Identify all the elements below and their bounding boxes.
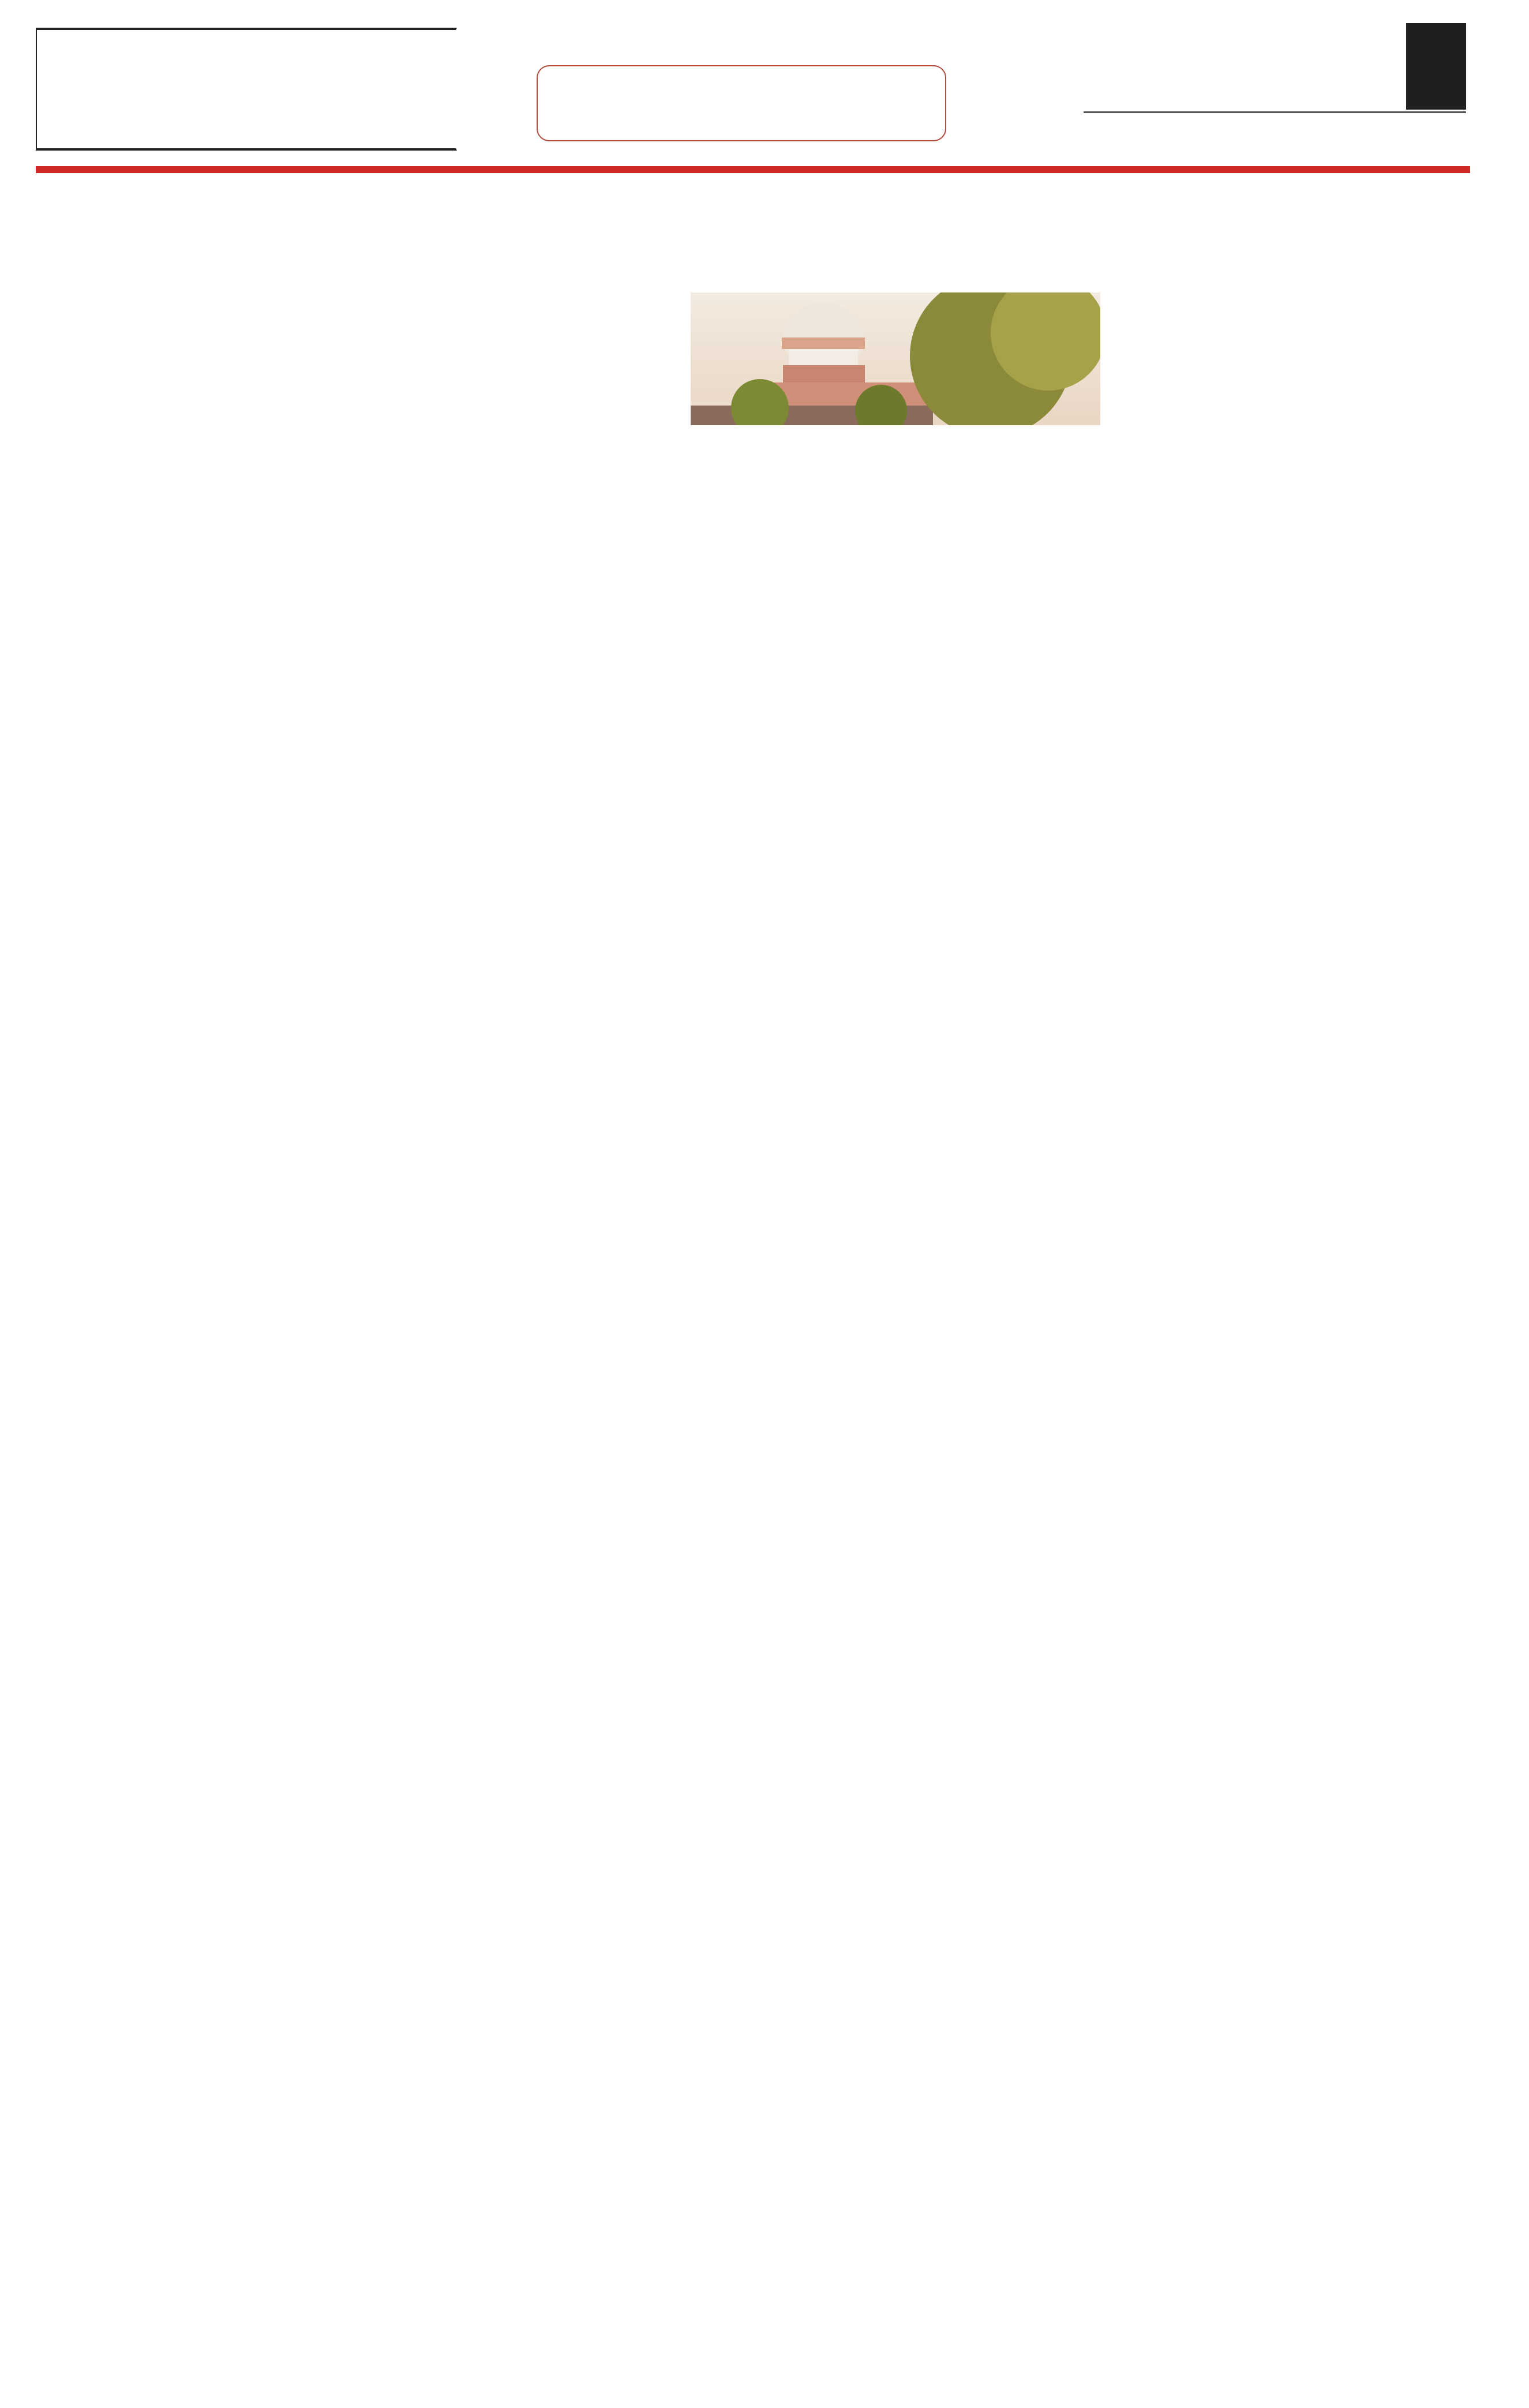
article-column	[584, 293, 681, 732]
masthead-brand	[36, 28, 457, 151]
article-column	[408, 231, 575, 733]
article-column	[222, 231, 389, 733]
section-tag	[537, 65, 946, 141]
article-column	[36, 231, 204, 733]
masthead-rule	[36, 166, 1470, 173]
article-column	[796, 430, 891, 733]
supreme-court-photo	[691, 292, 1100, 425]
date-divider	[1084, 111, 1466, 113]
page-number-badge	[1406, 23, 1466, 110]
article-column	[1186, 294, 1287, 734]
article-column	[691, 430, 786, 733]
